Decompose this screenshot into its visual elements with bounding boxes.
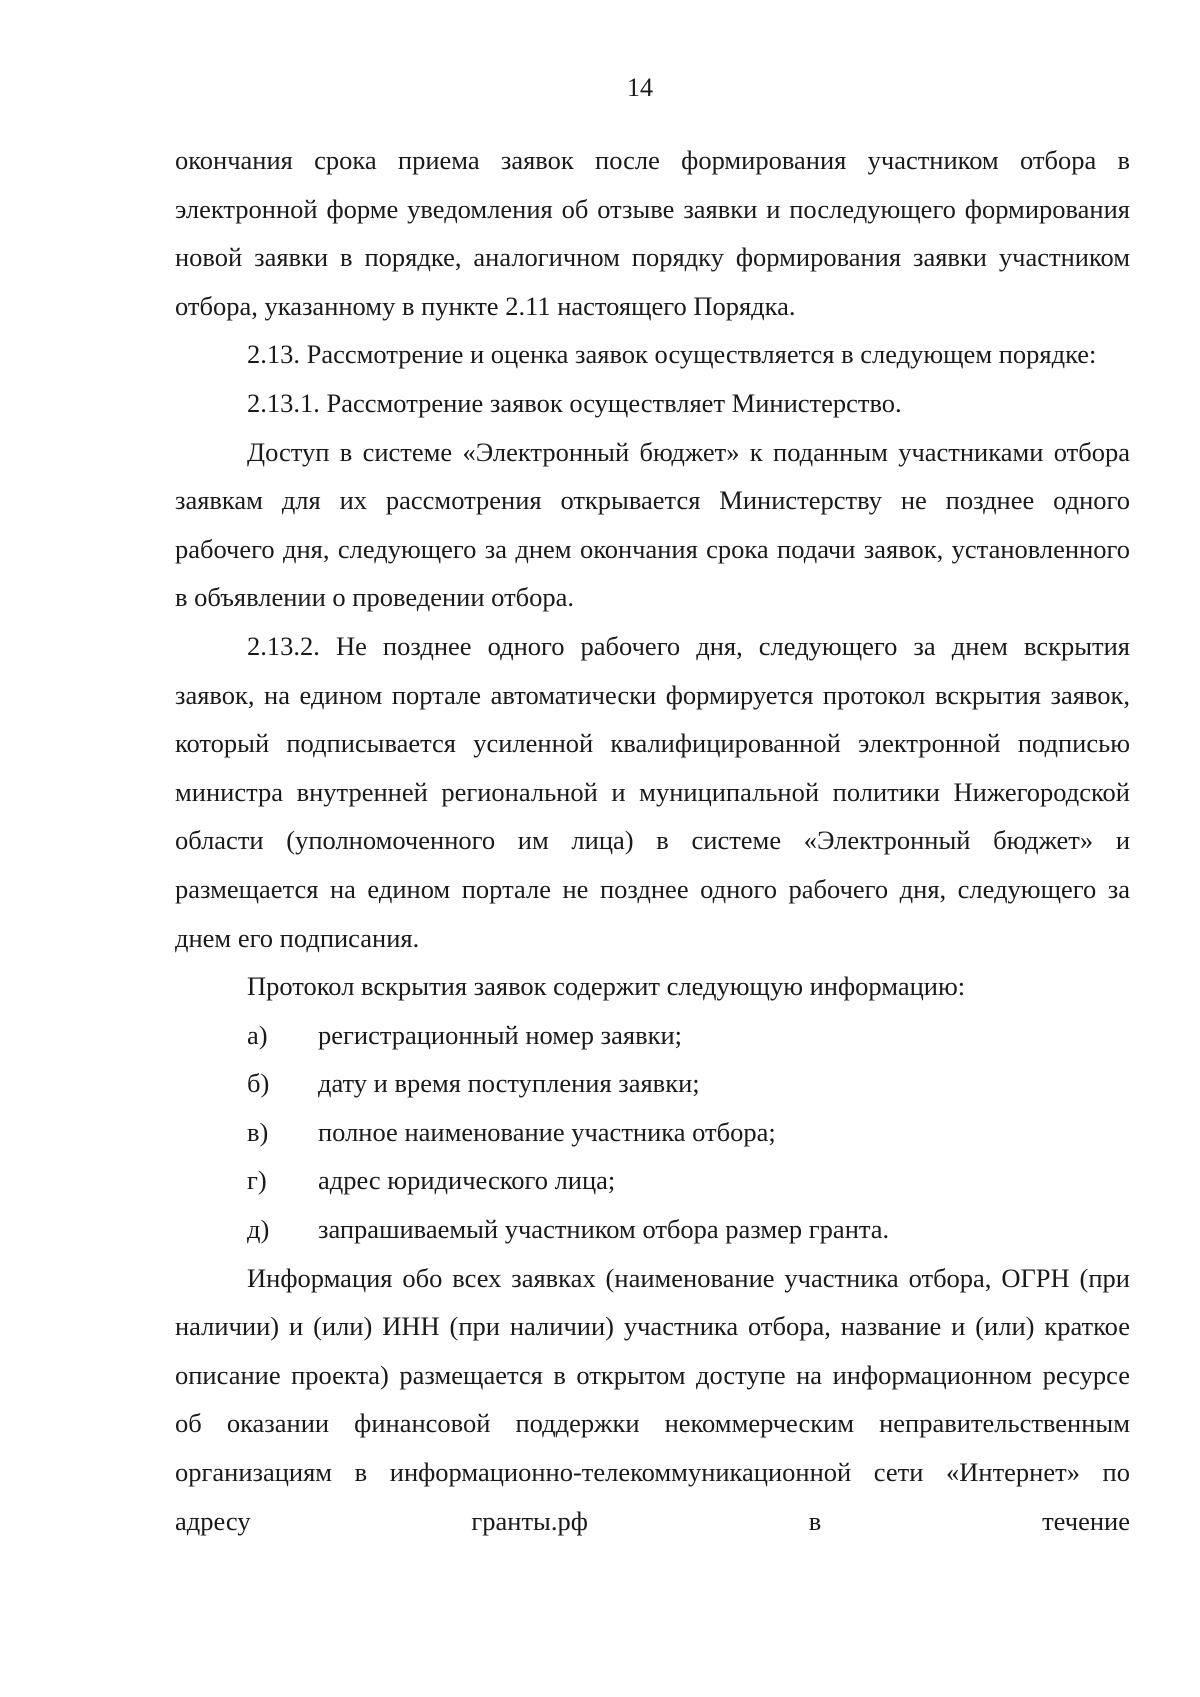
list-marker: г) bbox=[247, 1165, 267, 1196]
paragraph-protocol-contents: Протокол вскрытия заявок содержит следующую информацию: bbox=[247, 971, 966, 1002]
list-marker: б) bbox=[247, 1068, 270, 1099]
paragraph-access: Доступ в системе «Электронный бюджет» к поданным участниками отбора заявкам для их рассмотрения открывается Министерству не позднее одного рабочего дня, следующего за днем окончания срока подачи заявок, установленного в объявлении о проведении отбора. bbox=[175, 436, 1130, 613]
list-item bbox=[175, 1011, 1130, 1060]
list-text: адрес юридического лица; bbox=[318, 1165, 616, 1196]
list-text: регистрационный номер заявки; bbox=[318, 1019, 683, 1050]
list-marker: а) bbox=[247, 1019, 268, 1050]
paragraph-continuation: окончания срока приема заявок после формирования участником отбора в электронной форме уведомления об отзыве заявки и последующего формирования новой заявки в порядке, аналогичном порядку формирования заявки участником отбора, указанному в пункте 2.11 настоящего Порядка. bbox=[175, 145, 1130, 321]
paragraph-2-13: 2.13. Рассмотрение и оценка заявок осуществляется в следующем порядке: bbox=[247, 339, 1097, 370]
list-item bbox=[175, 1059, 1130, 1108]
list-text: полное наименование участника отбора; bbox=[318, 1116, 776, 1147]
list-text: дату и время поступления заявки; bbox=[318, 1068, 700, 1099]
page-number: 14 bbox=[627, 73, 653, 102]
paragraph-2-13-2: 2.13.2. Не позднее одного рабочего дня, следующего за днем вскрытия заявок, на едином портале автоматически формируется протокол вскрытия заявок, который подписывается усиленной квалифицированной электронной подписью министра внутренней региональной и муниципальной политики Нижегородской области (уполномоченного им лица) в системе «Электронный бюджет» и размещается на едином портале не позднее одного рабочего дня, следующего за днем его подписания. bbox=[175, 630, 1130, 953]
paragraph-information-all-applications: Информация обо всех заявках (наименование участника отбора, ОГРН (при наличии) и (или) ИНН (при наличии) участника отбора, название и (или) краткое описание проекта) размещается в открытом доступе на информационном ресурсе об оказании финансовой поддержки некоммерческим неправительственным организациям в информационно-телекоммуникационной сети «Интернет» по адресу гранты.рф в течение bbox=[175, 1262, 1130, 1536]
list-text: запрашиваемый участником отбора размер гранта. bbox=[318, 1214, 890, 1245]
list-marker: в) bbox=[247, 1116, 269, 1147]
list-item bbox=[175, 1156, 1130, 1205]
list-item bbox=[175, 1108, 1130, 1157]
list-marker: д) bbox=[247, 1214, 270, 1245]
document-body bbox=[175, 136, 1130, 1545]
list-item bbox=[175, 1205, 1130, 1254]
paragraph-2-13-1: 2.13.1. Рассмотрение заявок осуществляет Министерство. bbox=[247, 387, 902, 418]
